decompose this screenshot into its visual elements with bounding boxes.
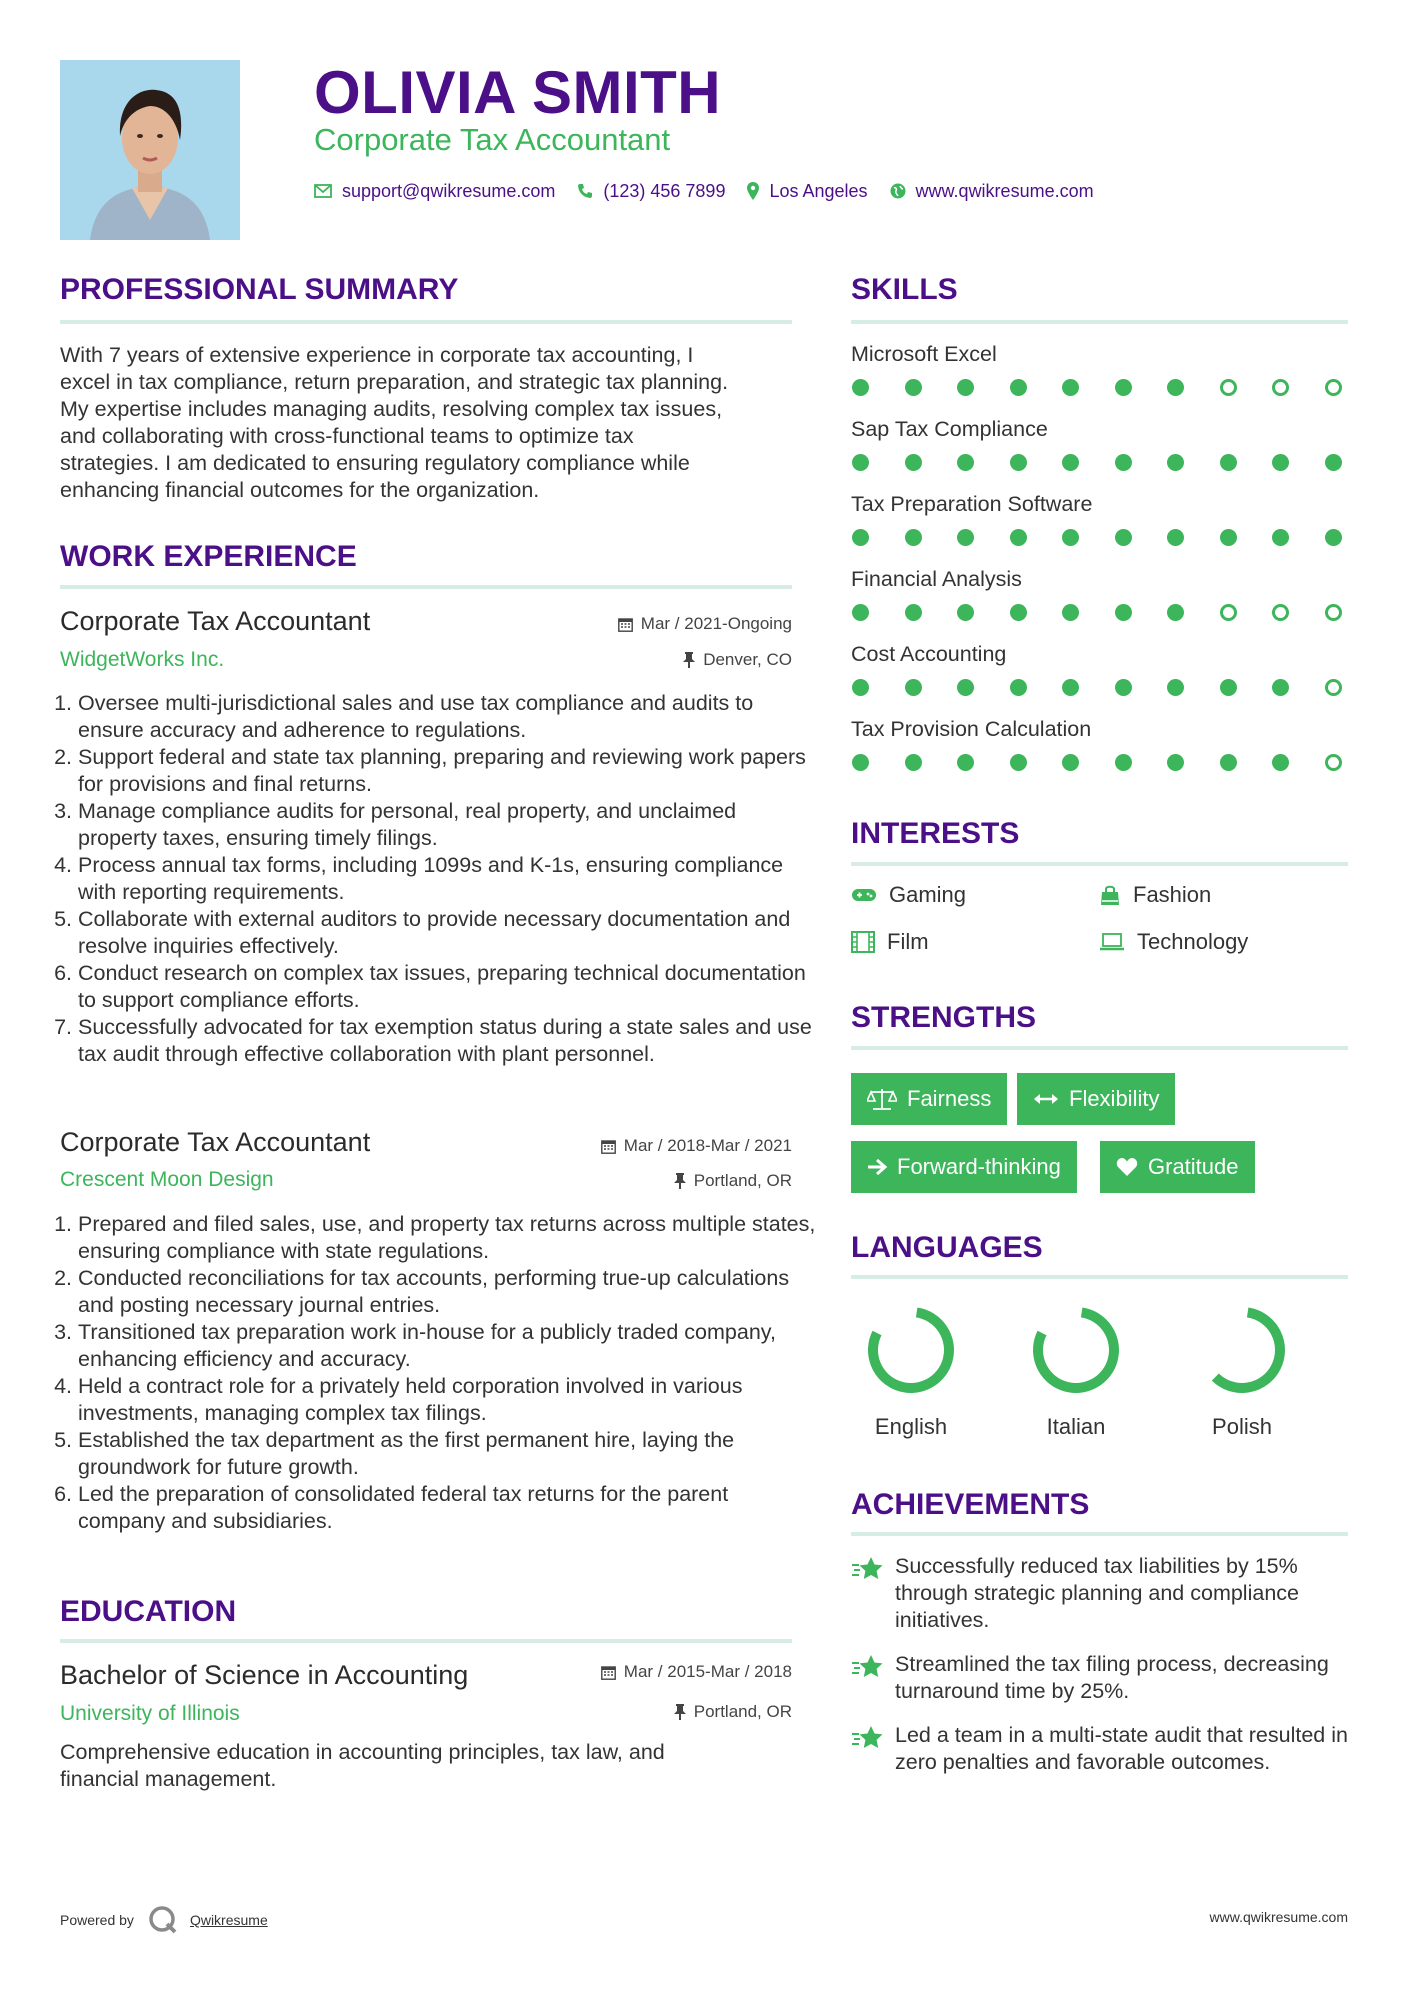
film-icon [851,931,875,953]
strength-tag [1017,1073,1175,1125]
skill-dot-filled [957,754,974,771]
skill-dot-filled [1062,529,1079,546]
qwikresume-logo-icon [148,1905,178,1935]
summary-line: strategies. I am dedicated to ensuring regulatory compliance while [60,451,690,475]
skill-dot-filled [905,529,922,546]
skill-dot-filled [905,379,922,396]
interest-label: Gaming [889,882,967,907]
skill-dot-filled [1010,379,1027,396]
arrow-right-icon [867,1158,887,1176]
skill-dot-filled [1115,604,1132,621]
section-divider [60,585,792,589]
summary-line: With 7 years of extensive experience in corporate tax accounting, I [60,343,694,367]
education-dates [480,1662,792,1682]
achievement-text: Streamlined the tax filing process, decreasing turnaround time by 25%. [895,1652,1329,1703]
calendar-icon [618,617,633,632]
job-location [480,1171,792,1191]
summary-line: My expertise includes managing audits, resolving complex tax issues, [60,397,723,421]
job-title: Corporate Tax Accountant [60,1127,371,1157]
section-divider [60,320,792,324]
skill-dot-filled [1220,679,1237,696]
section-heading-education: EDUCATION [60,1595,237,1628]
skill-dot-filled [1167,529,1184,546]
skill-rating [852,454,1342,471]
education-location-text: Portland, OR [693,1702,792,1721]
contact-email-text: support@qwikresume.com [342,180,556,201]
education-location [480,1702,792,1722]
section-heading-achievements: ACHIEVEMENTS [851,1488,1090,1521]
skill-dot-empty [1272,379,1289,396]
skill-dot-filled [905,454,922,471]
section-divider [851,1532,1348,1536]
contact-website[interactable] [890,181,1094,202]
duty-item: 1. Oversee multi-jurisdictional sales and use tax compliance and audits to ensure accuracy and adherence to regulations. [78,690,818,744]
skill-rating [852,754,1342,771]
education-description: Comprehensive education in accounting principles, tax law, and financial management. [60,1740,665,1791]
section-heading-languages: LANGUAGES [851,1231,1043,1264]
phone-icon [577,183,593,199]
strength-label: Forward-thinking [897,1154,1061,1179]
skill-name: Cost Accounting [851,642,1007,666]
skill-name: Tax Provision Calculation [851,717,1092,741]
skill-dot-empty [1220,379,1237,396]
skill-dot-filled [1325,529,1342,546]
interest-label: Film [887,929,929,954]
contact-phone[interactable] [577,181,725,202]
balance-scale-icon [867,1087,897,1111]
skill-dot-empty [1325,379,1342,396]
thumbtack-icon [674,1173,686,1189]
globe-icon [890,183,906,199]
skill-dot-filled [957,454,974,471]
skill-dot-filled [1325,454,1342,471]
skill-dot-filled [1115,679,1132,696]
interest-item [851,882,966,908]
thumbtack-icon [674,1704,686,1720]
strength-label: Gratitude [1148,1154,1239,1179]
skill-dot-empty [1325,679,1342,696]
skill-dot-filled [1010,754,1027,771]
brand-link[interactable]: Qwikresume [189,1912,268,1928]
job-location [480,650,792,670]
strength-tag [1100,1141,1255,1193]
footer-website[interactable]: www.qwikresume.com [1209,1909,1348,1925]
contact-email[interactable] [314,181,555,202]
company-name: Crescent Moon Design [60,1168,274,1191]
skill-dot-empty [1272,604,1289,621]
skill-rating [852,379,1342,396]
contact-bar [314,176,1116,206]
skill-dot-empty [1325,604,1342,621]
language-proficiency-ring [873,1312,949,1388]
skill-dot-filled [1220,754,1237,771]
duty-item: 2. Support federal and state tax planning, preparing and reviewing work papers for provisions and final returns. [78,744,818,798]
skill-dot-filled [1272,454,1289,471]
skill-name: Tax Preparation Software [851,492,1093,516]
skill-dot-filled [1115,379,1132,396]
achievement-item [851,1553,1351,1634]
calendar-icon [601,1139,616,1154]
skill-dot-empty [1220,604,1237,621]
section-divider [851,862,1348,866]
skill-dot-filled [1062,379,1079,396]
school-name: University of Illinois [60,1702,240,1725]
interest-label: Fashion [1133,882,1212,907]
summary-line: excel in tax compliance, return preparation, and strategic tax planning. [60,370,729,394]
skill-dot-filled [1062,454,1079,471]
powered-by-label: Powered by [60,1912,134,1928]
duty-item: 1. Prepared and filed sales, use, and property tax returns across multiple states, ensuring compliance with state regulations. [78,1211,818,1265]
skill-dot-filled [1167,679,1184,696]
interest-item [1099,929,1248,955]
heart-icon [1116,1157,1138,1177]
contact-website-text: www.qwikresume.com [915,180,1094,201]
job-dates-text: Mar / 2018-Mar / 2021 [623,1136,792,1155]
section-divider [851,320,1348,324]
gamepad-icon [851,887,877,903]
skill-dot-filled [852,679,869,696]
skill-dot-empty [1325,754,1342,771]
contact-phone-text: (123) 456 7899 [603,180,726,201]
skill-dot-filled [1010,529,1027,546]
job-dates [480,1136,792,1156]
languages-rings [850,1300,1350,1410]
strength-tag [851,1141,1077,1193]
skill-dot-filled [957,604,974,621]
star-achievement-icon [851,1653,885,1681]
language-label: Italian [1046,1414,1106,1439]
interest-item [1099,882,1211,908]
language-proficiency-ring [1215,1312,1280,1388]
job-duties-list [60,1211,818,1535]
skill-dot-filled [1115,529,1132,546]
skill-dot-filled [1010,454,1027,471]
summary-line: enhancing financial outcomes for the organization. [60,478,540,502]
achievement-text: Successfully reduced tax liabilities by 15% through strategic planning and compliance initiatives. [895,1554,1299,1632]
duty-item: 3. Transitioned tax preparation work in-house for a publicly traded company, enhancing efficiency and accuracy. [78,1319,818,1373]
skill-dot-filled [1220,529,1237,546]
company-name: WidgetWorks Inc. [60,648,225,671]
skill-name: Financial Analysis [851,567,1022,591]
skill-dot-filled [1010,679,1027,696]
skill-name: Sap Tax Compliance [851,417,1048,441]
language-label: Polish [1212,1414,1272,1439]
calendar-icon [601,1665,616,1680]
duty-item: 6. Led the preparation of consolidated federal tax returns for the parent company and subsidiaries. [78,1481,818,1535]
section-heading-interests: INTERESTS [851,817,1020,850]
interest-label: Technology [1137,929,1249,954]
skill-dot-filled [852,454,869,471]
language-proficiency-ring [1038,1312,1114,1388]
duty-item: 7. Successfully advocated for tax exemption status during a state sales and use tax audit through effective collaboration with plant personnel. [78,1014,818,1068]
summary-text [60,342,800,504]
summary-line: and collaborating with cross-functional teams to optimize tax [60,424,634,448]
skill-dot-filled [905,604,922,621]
skill-dot-filled [957,379,974,396]
skill-dot-filled [957,529,974,546]
skill-name: Microsoft Excel [851,342,997,366]
skill-dot-filled [1010,604,1027,621]
section-divider [60,1639,792,1643]
language-label: English [874,1414,948,1439]
skill-dot-filled [1272,754,1289,771]
duty-item: 4. Process annual tax forms, including 1099s and K-1s, ensuring compliance with reporting requirements. [78,852,818,906]
skill-dot-filled [905,679,922,696]
arrows-horizontal-icon [1033,1092,1059,1106]
duty-item: 5. Established the tax department as the first permanent hire, laying the groundwork for future growth. [78,1427,818,1481]
duty-item: 5. Collaborate with external auditors to provide necessary documentation and resolve inquiries effectively. [78,906,818,960]
skill-dot-filled [1167,379,1184,396]
strength-label: Flexibility [1069,1086,1160,1111]
skill-dot-filled [905,754,922,771]
skill-dot-filled [1220,454,1237,471]
section-heading-strengths: STRENGTHS [851,1001,1037,1034]
degree-title: Bachelor of Science in Accounting [60,1660,469,1690]
star-achievement-icon [851,1555,885,1583]
skill-dot-filled [1062,604,1079,621]
profile-photo [60,60,240,240]
skill-dot-filled [852,604,869,621]
interest-item [851,929,929,955]
job-dates [480,614,792,634]
duty-item: 6. Conduct research on complex tax issues, preparing technical documentation to support compliance efforts. [78,960,818,1014]
job-location-text: Denver, CO [703,650,792,669]
job-location-text: Portland, OR [693,1171,792,1190]
skill-dot-filled [1167,754,1184,771]
section-divider [851,1275,1348,1279]
contact-location [747,181,867,202]
envelope-icon [314,184,332,198]
skill-dot-filled [1167,604,1184,621]
skill-dot-filled [852,529,869,546]
skill-rating [852,679,1342,696]
skill-dot-filled [1115,454,1132,471]
strength-label: Fairness [907,1086,992,1111]
skill-rating [852,604,1342,621]
skill-dot-filled [852,754,869,771]
skill-rating [852,529,1342,546]
map-marker-icon [747,182,759,200]
skill-dot-filled [1115,754,1132,771]
section-heading-summary: PROFESSIONAL SUMMARY [60,273,459,306]
section-heading-experience: WORK EXPERIENCE [60,540,357,573]
job-duties-list [60,690,818,1068]
laptop-icon [1099,932,1125,952]
contact-location-text: Los Angeles [769,180,868,201]
achievement-text: Led a team in a multi-state audit that resulted in zero penalties and favorable outcomes. [895,1723,1348,1774]
skill-dot-filled [1062,754,1079,771]
section-divider [851,1046,1348,1050]
job-dates-text: Mar / 2021-Ongoing [640,614,792,633]
skill-dot-filled [957,679,974,696]
skill-dot-filled [1062,679,1079,696]
duty-item: 4. Held a contract role for a privately held corporation involved in various investments, managing complex tax filings. [78,1373,818,1427]
duty-item: 3. Manage compliance audits for personal, real property, and unclaimed property taxes, ensuring timely filings. [78,798,818,852]
skill-dot-filled [852,379,869,396]
candidate-title: Corporate Tax Accountant [314,122,671,157]
job-title: Corporate Tax Accountant [60,606,371,636]
shopping-bag-icon [1099,884,1121,906]
achievement-item [851,1722,1351,1776]
skill-dot-filled [1167,454,1184,471]
achievement-item [851,1651,1351,1705]
section-heading-skills: SKILLS [851,273,958,306]
duty-item: 2. Conducted reconciliations for tax accounts, performing true-up calculations and posting necessary journal entries. [78,1265,818,1319]
star-achievement-icon [851,1724,885,1752]
footer-powered-by [60,1905,268,1935]
education-dates-text: Mar / 2015-Mar / 2018 [623,1662,792,1681]
thumbtack-icon [683,652,695,668]
candidate-name: OLIVIA SMITH [314,59,722,126]
strength-tag [851,1073,1007,1125]
skill-dot-filled [1272,529,1289,546]
skill-dot-filled [1272,679,1289,696]
